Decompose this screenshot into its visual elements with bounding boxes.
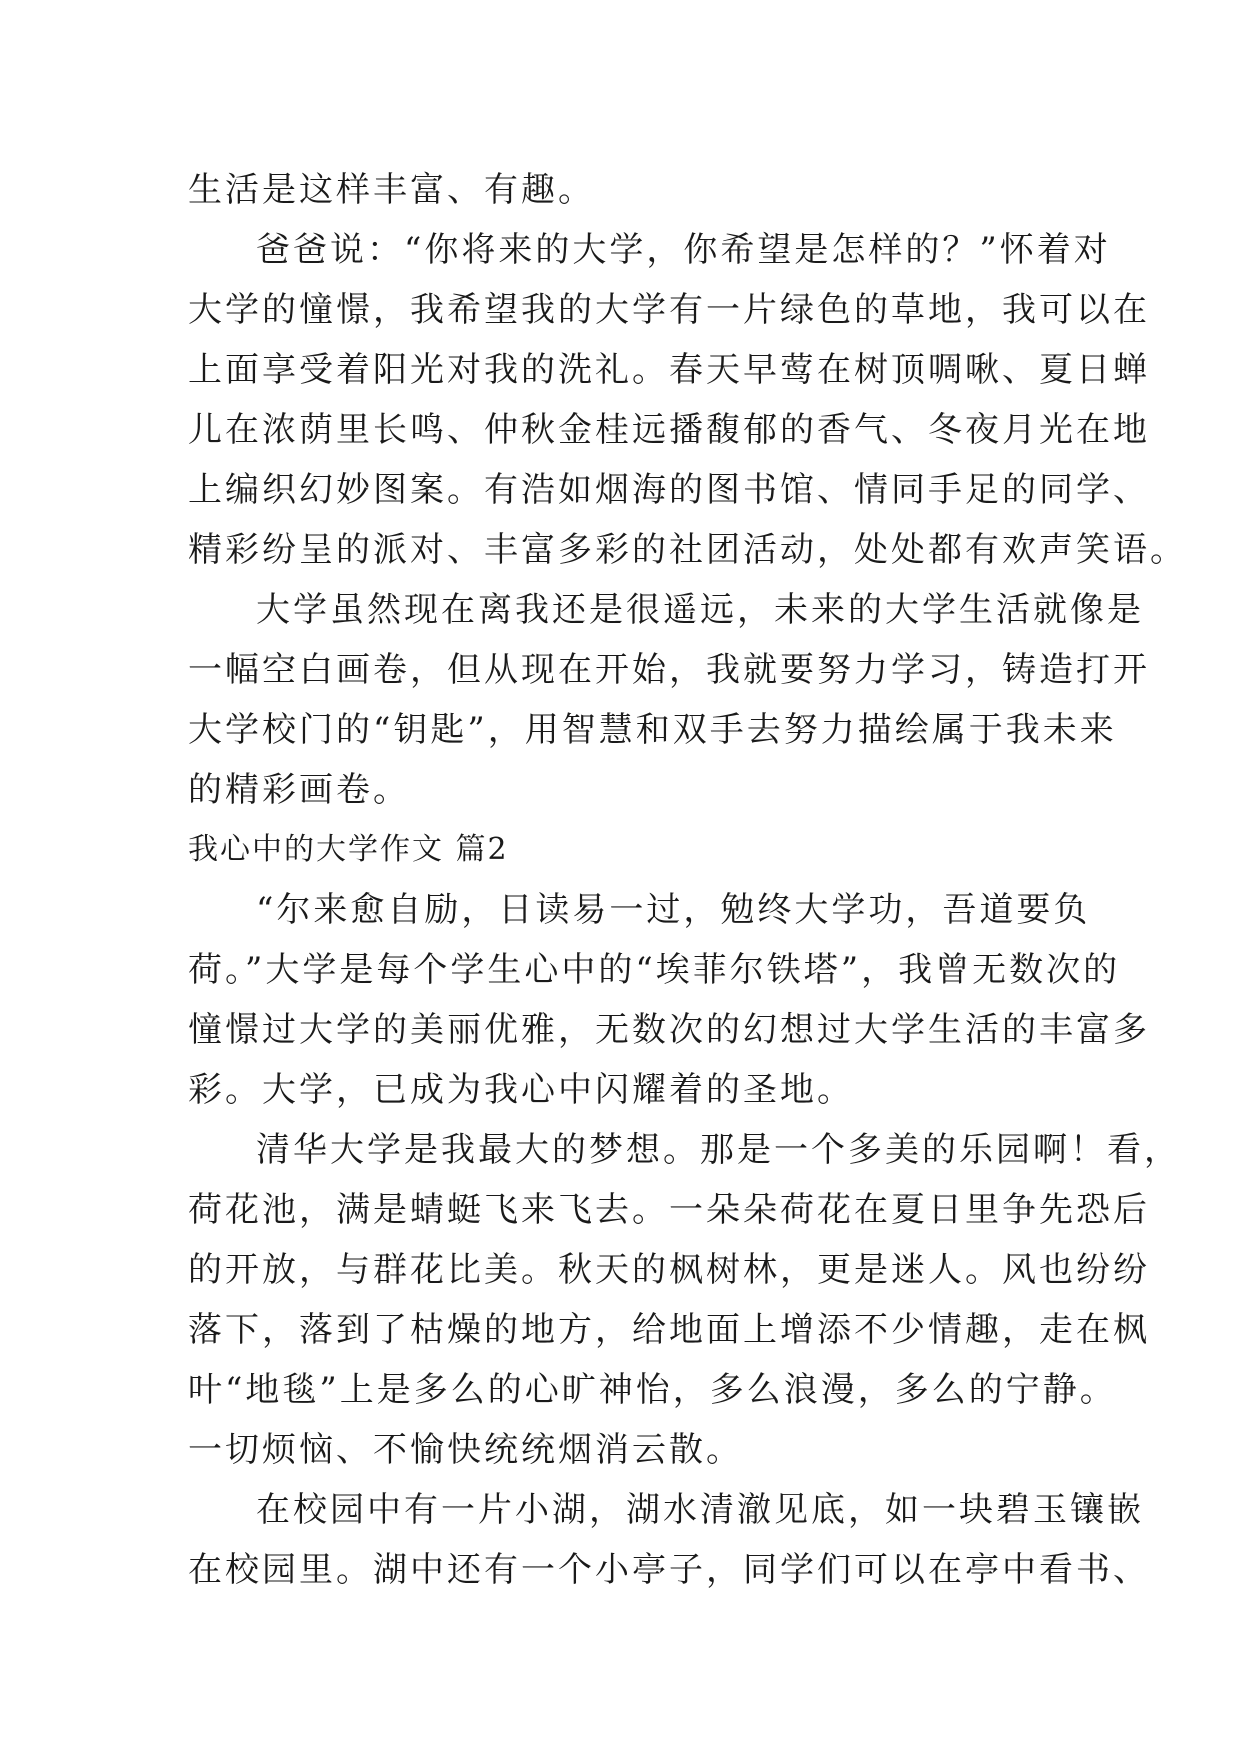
text-line: 儿在浓荫里长鸣、仲秋金桂远播馥郁的香气、冬夜月光在地 [188, 410, 1150, 450]
text-line: 在校园里。湖中还有一个小亭子，同学们可以在亭中看书、 [188, 1550, 1150, 1590]
text-line: 彩。大学，已成为我心中闪耀着的圣地。 [188, 1070, 854, 1110]
text-line: 大学的憧憬，我希望我的大学有一片绿色的草地，我可以在 [188, 290, 1150, 330]
section-heading: 我心中的大学作文 篇2 [188, 832, 509, 867]
text-line: 清华大学是我最大的梦想。那是一个多美的乐园啊！看， [256, 1130, 1181, 1170]
text-line: 叶“地毯”上是多么的心旷神怡，多么浪漫，多么的宁静。 [188, 1370, 1117, 1410]
text-line: 在校园中有一片小湖，湖水清澈见底，如一块碧玉镶嵌 [256, 1490, 1144, 1530]
text-line: 憧憬过大学的美丽优雅，无数次的幻想过大学生活的丰富多 [188, 1010, 1150, 1050]
text-line: 大学虽然现在离我还是很遥远，未来的大学生活就像是 [256, 590, 1144, 630]
text-line: 生活是这样丰富、有趣。 [188, 170, 595, 210]
text-line: 荷。”大学是每个学生心中的“埃菲尔铁塔”，我曾无数次的 [188, 950, 1121, 990]
text-line: 的精彩画卷。 [188, 770, 410, 810]
text-line: 落下，落到了枯燥的地方，给地面上增添不少情趣，走在枫 [188, 1310, 1150, 1350]
document-page [188, 160, 1187, 1600]
text-line: 大学校门的“钥匙”，用智慧和双手去努力描绘属于我未来 [188, 710, 1117, 750]
text-line: 上编织幻妙图案。有浩如烟海的图书馆、情同手足的同学、 [188, 470, 1150, 510]
text-line: 的开放，与群花比美。秋天的枫树林，更是迷人。风也纷纷 [188, 1250, 1150, 1290]
text-line: 一幅空白画卷，但从现在开始，我就要努力学习，铸造打开 [188, 650, 1150, 690]
text-line: 荷花池，满是蜻蜓飞来飞去。一朵朵荷花在夏日里争先恐后 [188, 1190, 1150, 1230]
text-line: 上面享受着阳光对我的洗礼。春天早莺在树顶啁啾、夏日蝉 [188, 350, 1150, 390]
text-line: “尔来愈自励，日读易一过，勉终大学功，吾道要负 [256, 890, 1091, 930]
text-line: 爸爸说：“你将来的大学，你希望是怎样的？”怀着对 [256, 230, 1111, 270]
text-line: 一切烦恼、不愉快统统烟消云散。 [188, 1430, 743, 1470]
text-line: 精彩纷呈的派对、丰富多彩的社团活动，处处都有欢声笑语。 [188, 530, 1187, 570]
